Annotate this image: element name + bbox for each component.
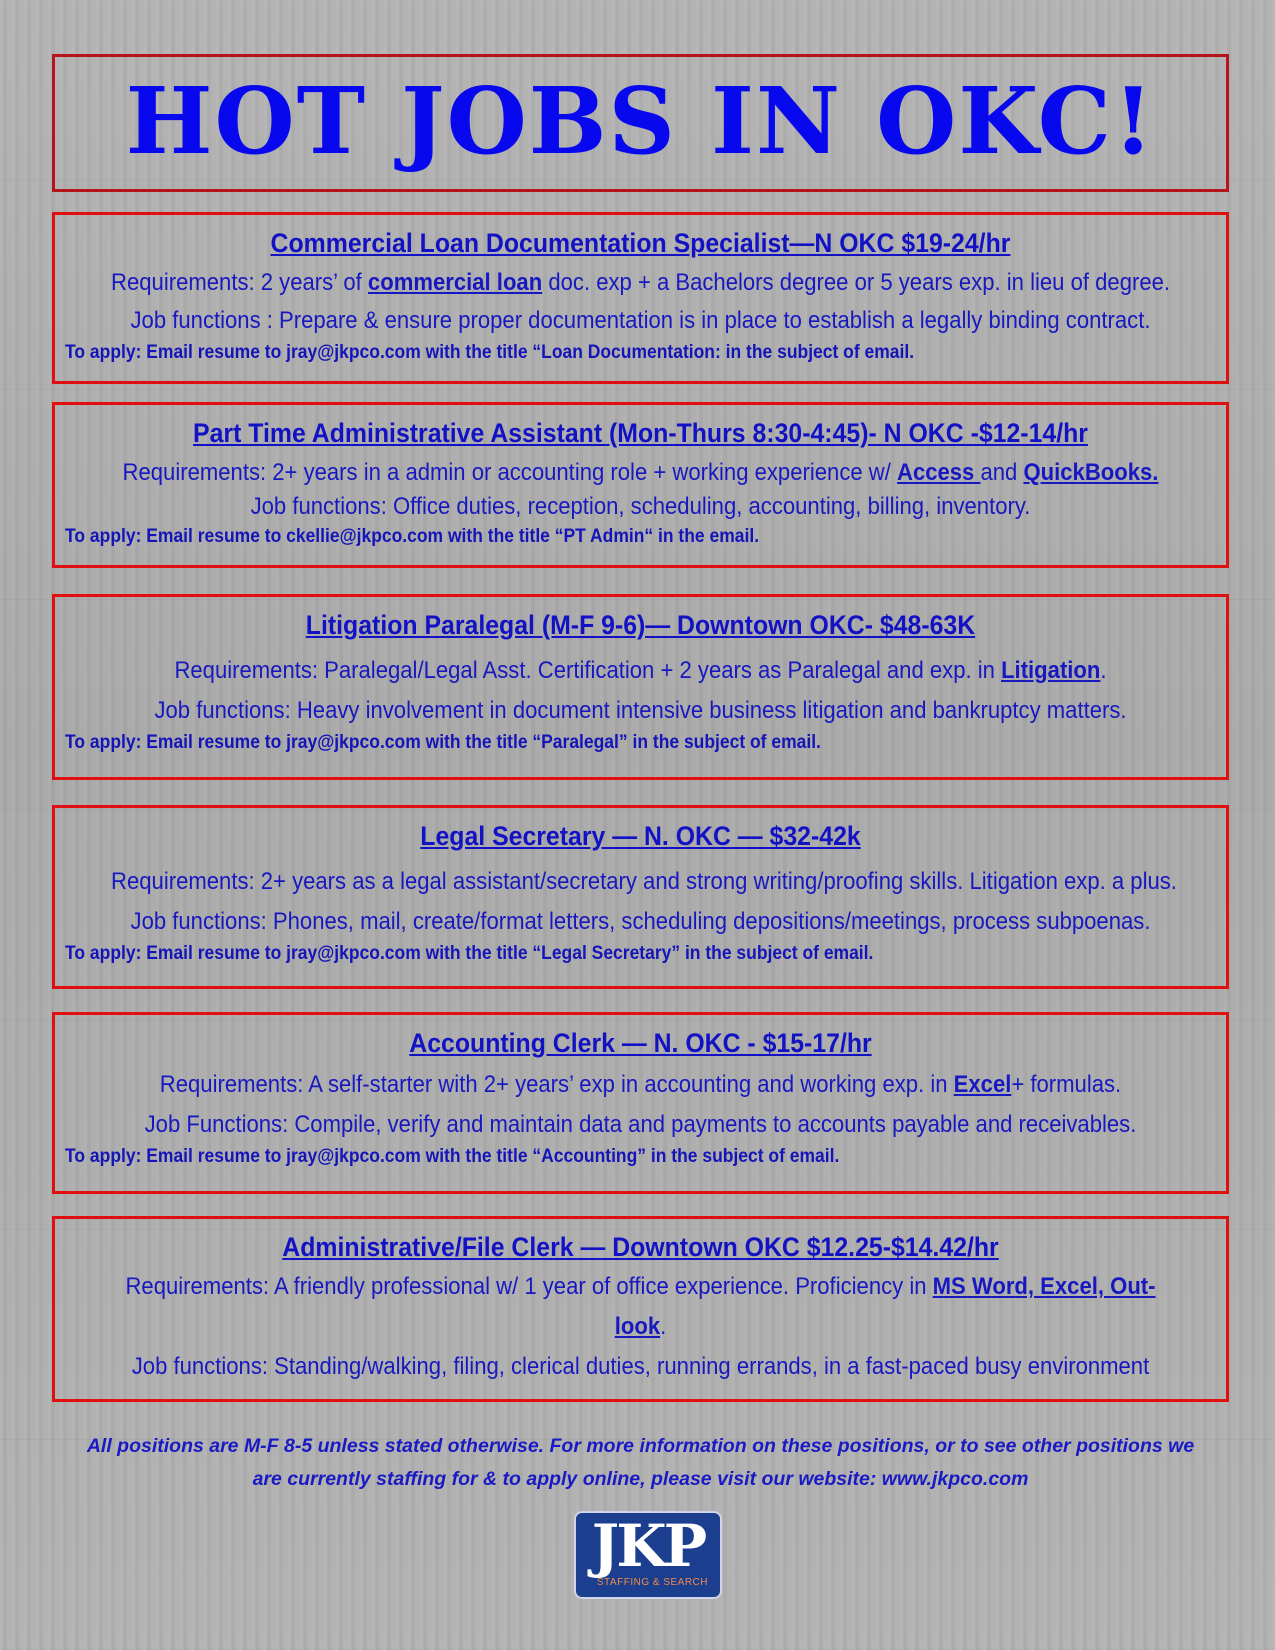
requirements-text: . xyxy=(660,1313,667,1340)
requirements-highlight: look xyxy=(614,1313,661,1340)
apply-instructions: To apply: Email resume to ckellie@jkpco.com with the title “PT Admin“ in the email. xyxy=(65,526,760,547)
requirements-highlight: Excel xyxy=(953,1071,1012,1098)
apply-instructions: To apply: Email resume to jray@jkpco.com with the title “Legal Secretary” in the subject of email. xyxy=(65,943,874,964)
job-requirements xyxy=(111,1269,1170,1305)
headline-box xyxy=(52,54,1229,192)
job-requirements-continued xyxy=(111,1309,1170,1345)
job-title: Administrative/File Clerk — Downtown OKC $12.25-$14.42/hr xyxy=(282,1232,999,1262)
job-card-loan-documentation xyxy=(52,212,1229,384)
requirements-highlight: MS Word, Excel, Out- xyxy=(932,1273,1156,1300)
job-title: Accounting Clerk — N. OKC - $15-17/hr xyxy=(409,1028,872,1058)
job-requirements xyxy=(111,455,1170,491)
job-title: Litigation Paralegal (M-F 9-6)— Downtown OKC- $48-63K xyxy=(305,610,976,640)
job-card-accounting-clerk xyxy=(52,1012,1229,1194)
requirements-highlight: QuickBooks. xyxy=(1023,459,1159,486)
headline: HOT JOBS IN OKC! xyxy=(125,67,1156,175)
apply-instructions: To apply: Email resume to jray@jkpco.com with the title “Accounting” in the subject of email. xyxy=(65,1146,840,1167)
footer-line: All positions are M-F 8-5 unless stated otherwise. For more information on these positions, or to see other positions we xyxy=(86,1435,1195,1457)
job-functions: Job functions : Prepare & ensure proper documentation is in place to establish a legally binding contract. xyxy=(130,307,1151,334)
job-title: Commercial Loan Documentation Specialist—N OKC $19-24/hr xyxy=(270,228,1011,258)
job-title: Part Time Administrative Assistant (Mon-Thurs 8:30-4:45)- N OKC -$12-14/hr xyxy=(193,418,1088,448)
job-functions: Job Functions: Compile, verify and maintain data and payments to accounts payable and receivables. xyxy=(144,1111,1137,1138)
footer-note xyxy=(52,1430,1229,1496)
requirements-text: + formulas. xyxy=(1011,1071,1122,1098)
requirements-text: doc. exp + a Bachelors degree or 5 years exp. in lieu of degree. xyxy=(542,269,1171,296)
requirements-text: Requirements: 2+ years in a admin or accounting role + working experience w/ xyxy=(122,459,897,486)
jkp-logo xyxy=(574,1511,722,1599)
job-functions: Job functions: Phones, mail, create/format letters, scheduling depositions/meetings, process subpoenas. xyxy=(130,908,1151,935)
job-functions: Job functions: Heavy involvement in document intensive business litigation and bankruptcy matters. xyxy=(154,697,1127,724)
requirements-text: . xyxy=(1100,657,1107,684)
requirements-text: Requirements: 2 years’ of xyxy=(111,269,368,296)
job-functions: Job functions: Standing/walking, filing, clerical duties, running errands, in a fast-paced busy environment xyxy=(131,1353,1150,1380)
job-requirements xyxy=(111,1067,1170,1103)
requirements-highlight: commercial loan xyxy=(367,269,543,296)
job-card-pt-admin xyxy=(52,402,1229,568)
job-title: Legal Secretary — N. OKC — $32-42k xyxy=(420,821,861,851)
job-card-legal-secretary xyxy=(52,805,1229,989)
apply-instructions: To apply: Email resume to jray@jkpco.com with the title “Paralegal” in the subject of email. xyxy=(65,732,821,753)
logo-tagline: STAFFING & SEARCH xyxy=(596,1577,708,1588)
requirements-text: Requirements: Paralegal/Legal Asst. Certification + 2 years as Paralegal and exp. in xyxy=(174,657,1002,684)
requirements-text: Requirements: A friendly professional w/ 1 year of office experience. Proficiency in xyxy=(125,1273,933,1300)
job-requirements xyxy=(111,265,1170,301)
job-functions: Job functions: Office duties, reception, scheduling, accounting, billing, inventory. xyxy=(250,493,1031,520)
requirements-text: Requirements: A self-starter with 2+ years’ exp in accounting and working exp. in xyxy=(159,1071,954,1098)
apply-instructions: To apply: Email resume to jray@jkpco.com with the title “Loan Documentation: in the subject of email. xyxy=(65,342,915,363)
job-card-file-clerk xyxy=(52,1216,1229,1402)
requirements-text: and xyxy=(980,459,1024,486)
requirements-highlight: Litigation xyxy=(1001,657,1101,684)
job-card-litigation-paralegal xyxy=(52,594,1229,780)
footer-line: are currently staffing for & to apply online, please visit our website: www.jkpco.com xyxy=(252,1468,1029,1490)
job-requirements: Requirements: 2+ years as a legal assistant/secretary and strong writing/proofing skills. Litigation exp. a plus. xyxy=(111,868,1177,895)
requirements-highlight: Access xyxy=(896,459,981,486)
logo-mark: JKP xyxy=(591,1512,705,1580)
job-requirements xyxy=(111,653,1170,689)
